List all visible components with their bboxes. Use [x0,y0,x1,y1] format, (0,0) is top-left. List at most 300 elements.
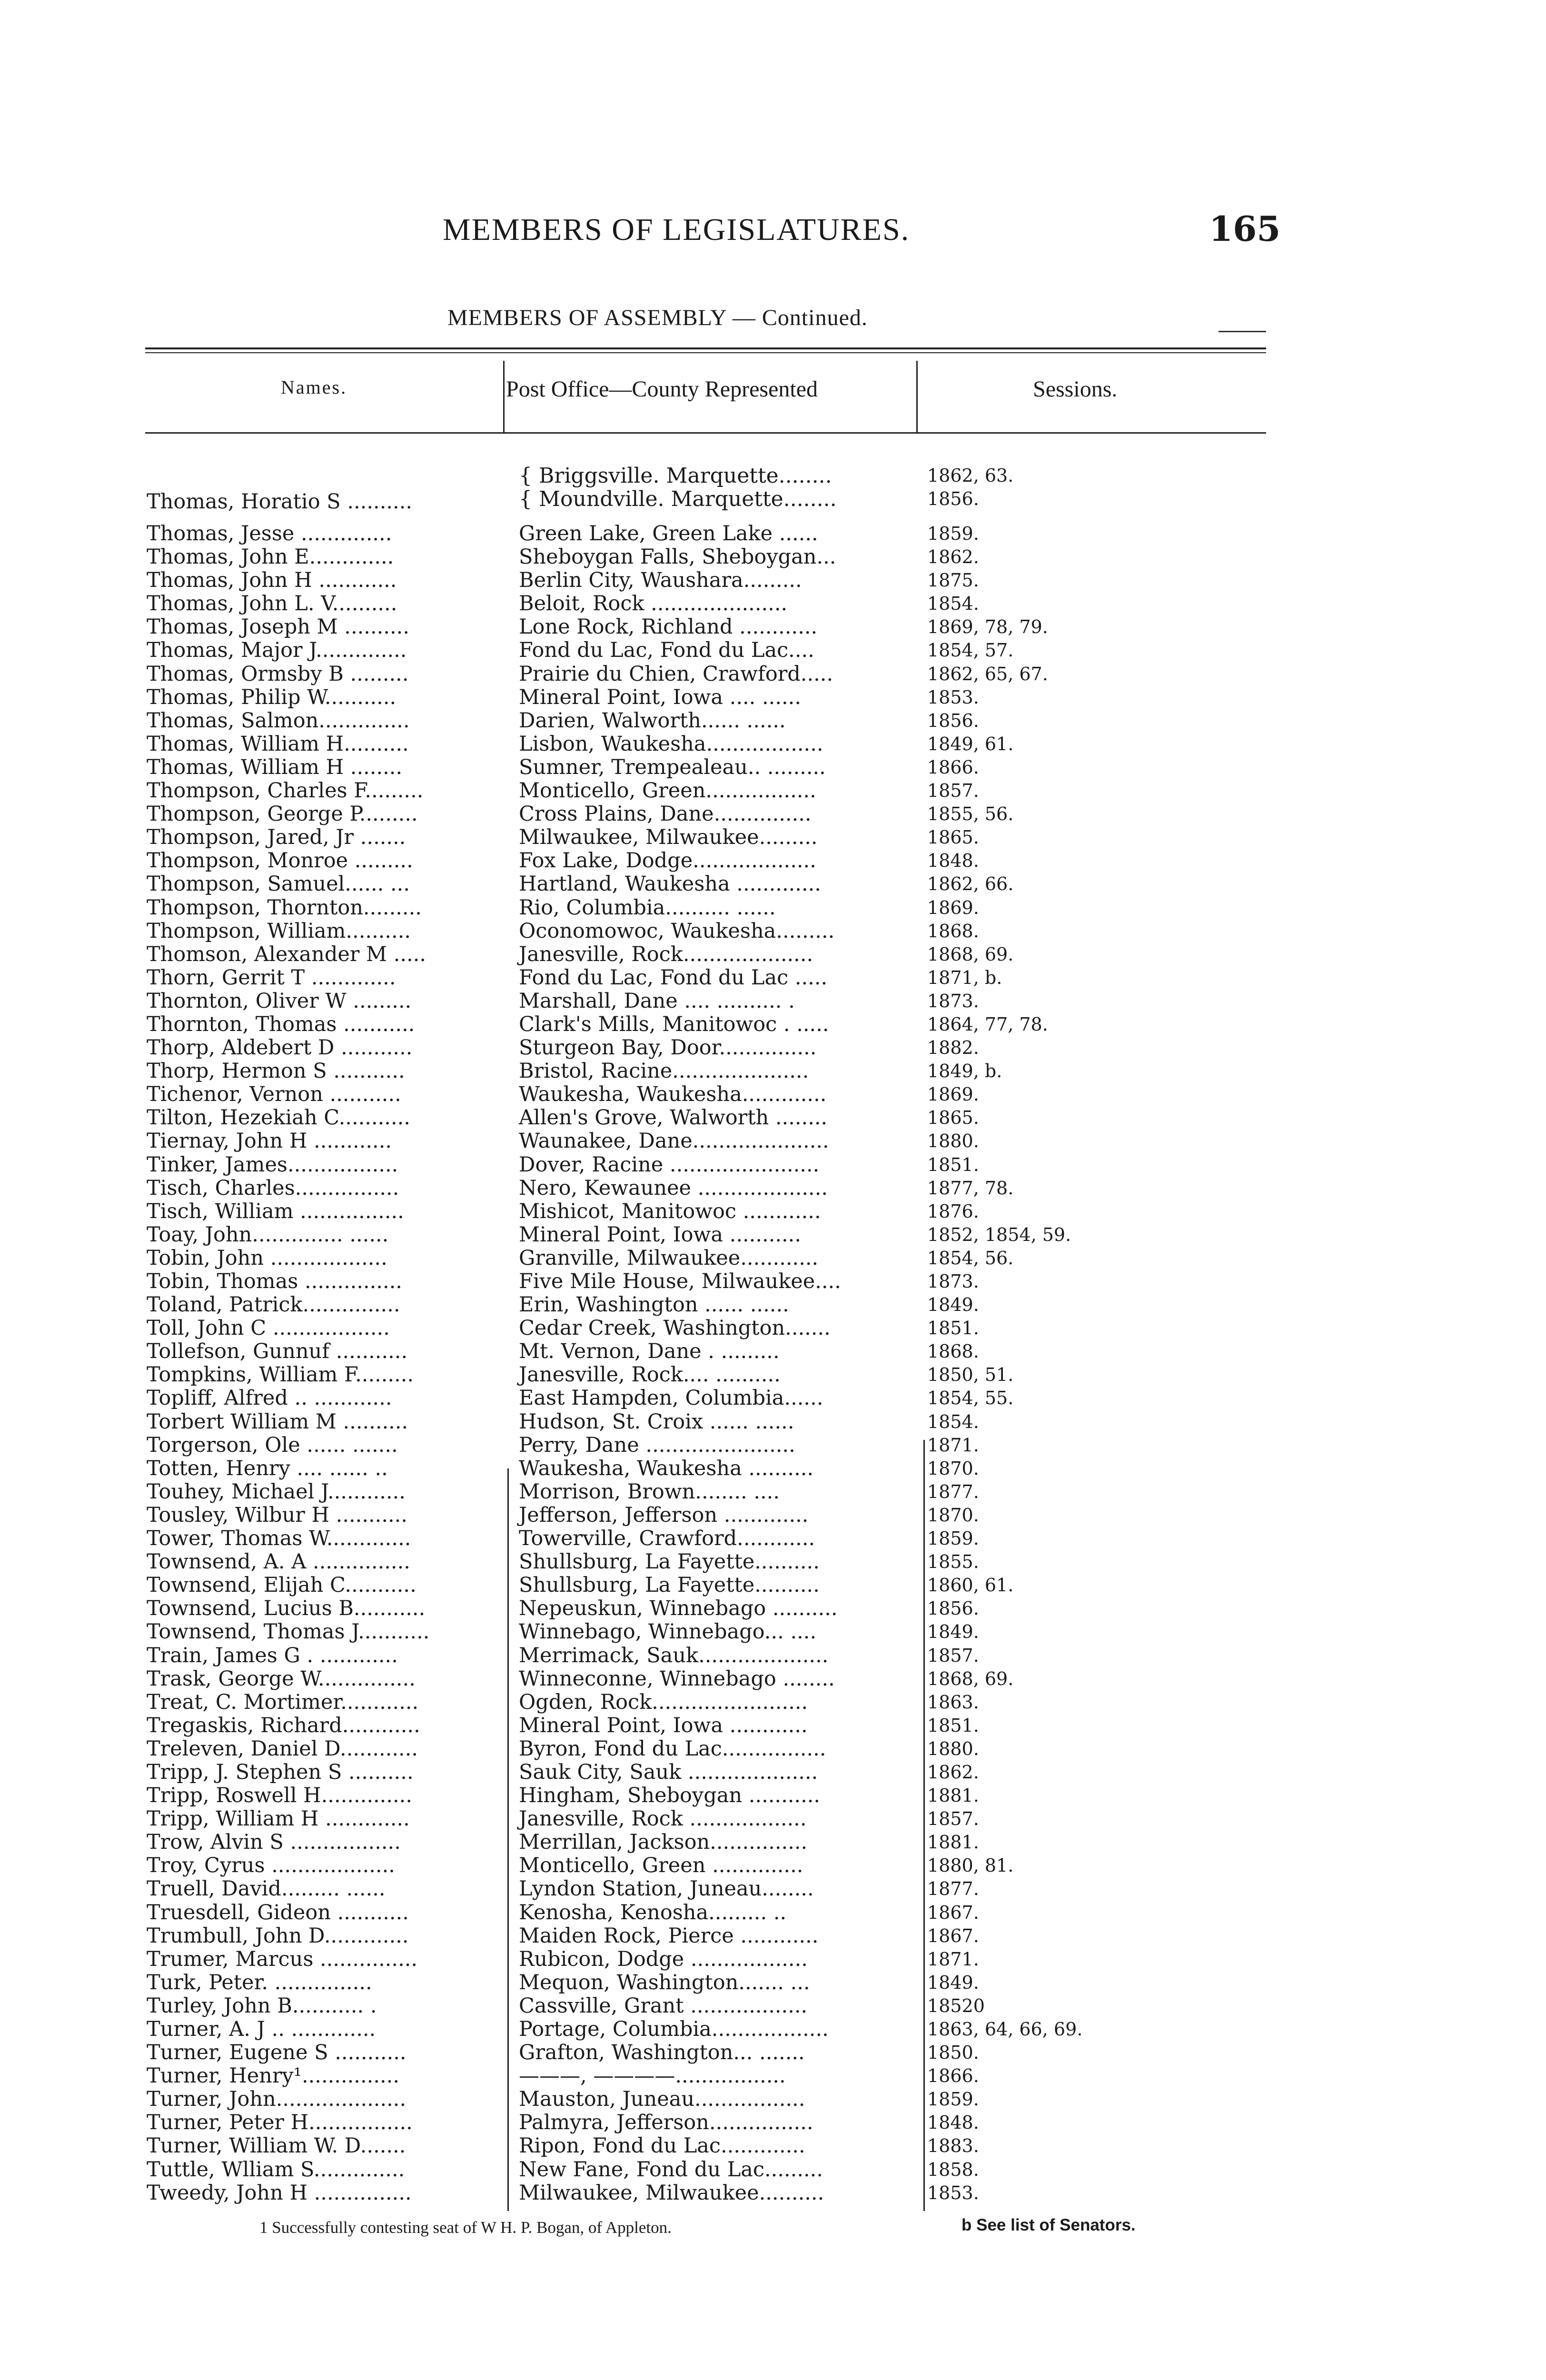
member-name: Turk, Peter. ............... [147,1970,372,1994]
member-post-office: Sauk City, Sauk .................... [519,1760,818,1784]
table-row [0,1854,1546,1877]
member-sessions: 1868. [927,920,979,942]
table-row [0,1691,1546,1714]
member-name: Thompson, William.......... [147,919,411,943]
member-sessions: 1863, 64, 66, 69. [927,2019,1083,2040]
member-sessions: 1849, b. [927,1061,1002,1082]
member-post-office: Rio, Columbia.......... ...... [519,895,776,920]
member-sessions: 1871. [927,1948,979,1970]
member-name: Tousley, Wilbur H ........... [147,1503,408,1527]
member-sessions: 1880, 81. [927,1855,1014,1876]
member-post-office: Maiden Rock, Pierce ............ [519,1924,819,1948]
member-name: Thomas, Salmon.............. [147,708,410,733]
member-name: Tuttle, Wlliam S.............. [147,2157,405,2182]
table-row [0,1200,1546,1223]
member-post-office: Hartland, Waukesha ............. [519,872,821,896]
member-post-office: Dover, Racine ....................... [519,1152,820,1177]
section-subtitle: MEMBERS OF ASSEMBLY — Continued. [447,305,868,330]
table-row [0,1831,1546,1854]
member-sessions: 1882. [927,1037,979,1059]
member-post-office: Darien, Walworth...... ...... [519,708,786,733]
table-row [0,873,1546,896]
member-name: Thorp, Hermon S ........... [147,1059,405,1083]
member-post-office: Beloit, Rock ..................... [519,592,788,616]
first-entry-sessions-1: 1862, 63. [927,465,1014,486]
member-sessions: 1855, 56. [927,803,1014,825]
table-row [0,1971,1546,1994]
member-sessions: 1859. [927,2089,979,2110]
table-row [0,1223,1546,1247]
member-sessions: 1877, 78. [927,1177,1014,1199]
member-sessions: 1853. [927,2182,979,2203]
table-row [0,1644,1546,1667]
table-row [0,1550,1546,1574]
member-name: Thomas, Ormsby B ......... [147,662,409,686]
first-entry-name: Thomas, Horatio S .......... [147,490,413,514]
member-sessions: 1853. [927,686,979,708]
member-name: Truesdell, Gideon ........... [147,1900,409,1924]
table-row [0,1597,1546,1620]
member-sessions: 1862, 65, 67. [927,663,1048,684]
member-name: Trask, George W............... [147,1666,416,1691]
member-post-office: Kenosha, Kenosha......... .. [519,1900,787,1924]
table-row [0,1737,1546,1761]
table-row [0,1177,1546,1200]
member-name: Turner, Henry¹............... [147,2064,399,2088]
member-post-office: Lone Rock, Richland ............ [519,615,818,639]
member-post-office: Fond du Lac, Fond du Lac ..... [519,965,828,990]
member-post-office: Waukesha, Waukesha .......... [519,1456,814,1480]
column-header-post-office: Post Office—County Represented [506,377,818,402]
member-sessions: 1869. [927,1084,979,1105]
member-name: Troy, Cyrus ................... [147,1854,395,1878]
member-sessions: 1875. [927,570,979,591]
table-row [0,1434,1546,1457]
member-sessions: 1859. [927,523,979,544]
member-sessions: 1856. [927,710,979,731]
member-name: Thomas, Philip W........... [147,685,396,709]
member-name: Thorn, Gerrit T ............. [147,965,396,990]
member-name: Turner, William W. D....... [147,2134,406,2158]
member-post-office: Waunakee, Dane..................... [519,1129,829,1153]
member-sessions: 1880. [927,1130,979,1152]
member-sessions: 1862, 66. [927,873,1014,895]
member-name: Tichenor, Vernon ........... [147,1082,401,1107]
member-post-office: Prairie du Chien, Crawford..... [519,662,833,686]
member-sessions: 1857. [927,1645,979,1666]
table-row [0,2064,1546,2088]
column-header-names: Names. [281,377,347,398]
member-name: Trumbull, John D............. [147,1924,409,1948]
member-name: Tower, Thomas W............. [147,1527,411,1551]
member-post-office: Cross Plains, Dane............... [519,802,812,826]
member-post-office: Byron, Fond du Lac................ [519,1736,826,1761]
member-sessions: 1849. [927,1621,979,1643]
member-sessions: 1865. [927,827,979,848]
member-name: Townsend, A. A ............... [147,1550,410,1574]
member-post-office: Erin, Washington ...... ...... [519,1293,789,1317]
table-row [0,1083,1546,1106]
member-post-office: Winneconne, Winnebago ........ [519,1666,835,1691]
member-sessions: 1877. [927,1878,979,1900]
member-sessions: 1862. [927,546,979,568]
member-name: Turner, Eugene S ........... [147,2041,406,2065]
member-post-office: Sturgeon Bay, Door............... [519,1036,817,1060]
table-row [0,709,1546,733]
member-name: Trumer, Marcus ............... [147,1947,418,1971]
table-row [0,1387,1546,1410]
member-post-office: Milwaukee, Milwaukee.......... [519,2181,824,2205]
table-top-rule [145,347,1266,353]
member-sessions: 1867. [927,1902,979,1923]
table-row [0,896,1546,920]
member-name: Trow, Alvin S ................. [147,1830,401,1854]
member-name: Tripp, Roswell H.............. [147,1784,412,1808]
member-post-office: Winnebago, Winnebago... .... [519,1620,817,1644]
member-name: Thompson, Samuel...... ... [147,872,410,896]
table-row [0,920,1546,943]
member-name: Turner, A. J .. ............. [147,2017,376,2041]
member-name: Tobin, Thomas ............... [147,1269,402,1293]
member-post-office: Merrimack, Sauk.................... [519,1643,829,1667]
member-sessions: 1876. [927,1200,979,1222]
table-row [0,1130,1546,1153]
table-row [0,1807,1546,1831]
table-row [0,1504,1546,1527]
member-post-office: Lyndon Station, Juneau........ [519,1877,814,1901]
table-row [0,592,1546,615]
member-name: Thornton, Thomas ........... [147,1012,415,1036]
member-sessions: 1880. [927,1738,979,1759]
member-name: Thornton, Oliver W ......... [147,989,412,1013]
table-row [0,1620,1546,1644]
table-row [0,1901,1546,1924]
member-sessions: 1871. [927,1434,979,1456]
footnote-contested-seat: 1 Successfully contesting seat of W H. P. Bogan, of Appleton. [259,2218,672,2237]
member-sessions: 1848. [927,850,979,872]
member-post-office: Mt. Vernon, Dane . ......... [519,1339,780,1364]
table-row [0,2158,1546,2182]
table-row [0,1247,1546,1270]
table-row [0,756,1546,779]
member-post-office: Oconomowoc, Waukesha......... [519,919,835,943]
member-sessions: 1855. [927,1551,979,1573]
member-name: Tisch, William ................ [147,1199,404,1223]
table-row [0,1457,1546,1480]
member-sessions: 1851. [927,1715,979,1736]
member-sessions: 1871, b. [927,967,1002,988]
member-post-office: Towerville, Crawford............ [519,1527,815,1551]
member-post-office: Cedar Creek, Washington....... [519,1316,831,1340]
table-row [0,1877,1546,1901]
member-name: Train, James G . ............ [147,1643,398,1667]
member-sessions: 1854, 55. [927,1388,1014,1409]
member-name: Torbert William M .......... [147,1409,408,1434]
member-sessions: 1873. [927,990,979,1012]
table-row [0,2041,1546,2064]
member-sessions: 1881. [927,1785,979,1806]
column-divider-2 [916,361,918,432]
member-name: Topliff, Alfred .. ............ [147,1386,392,1410]
table-row [0,2018,1546,2041]
member-post-office: Mineral Point, Iowa ............ [519,1713,808,1737]
member-sessions: 1850. [927,2042,979,2063]
member-name: Tripp, William H ............. [147,1807,410,1831]
member-post-office: Green Lake, Green Lake ...... [519,522,818,545]
member-name: Treat, C. Mortimer............ [147,1690,419,1714]
member-name: Tripp, J. Stephen S .......... [147,1760,414,1784]
member-name: Thompson, George P......... [147,802,418,826]
member-post-office: Granville, Milwaukee............ [519,1246,819,1270]
member-post-office: Sumner, Trempealeau.. ......... [519,755,826,779]
member-sessions: 1854. [927,1411,979,1432]
member-name: Tilton, Hezekiah C........... [147,1106,410,1130]
table-row [0,826,1546,849]
member-name: Thorp, Aldebert D ........... [147,1036,413,1060]
table-row [0,990,1546,1013]
member-post-office: Fond du Lac, Fond du Lac.... [519,638,814,663]
table-row [0,733,1546,756]
table-row [0,1410,1546,1434]
member-sessions: 1866. [927,756,979,778]
column-header-sessions: Sessions. [1033,377,1118,402]
member-name: Totten, Henry .... ...... .. [147,1456,388,1480]
table-row [0,1994,1546,2018]
member-name: Treleven, Daniel D............ [147,1736,418,1761]
member-post-office: Jefferson, Jefferson ............. [519,1503,809,1527]
member-name: Thompson, Thornton......... [147,895,422,920]
table-row [0,1317,1546,1340]
member-sessions: 1868. [927,1341,979,1362]
table-row [0,2134,1546,2158]
member-sessions: 1883. [927,2135,979,2157]
column-divider-1 [503,361,505,432]
member-name: Tompkins, William F......... [147,1363,414,1387]
member-post-office: Portage, Columbia.................. [519,2017,829,2041]
member-name: Toland, Patrick............... [147,1293,400,1317]
table-row [0,1574,1546,1597]
member-post-office: Allen's Grove, Walworth ........ [519,1106,828,1130]
table-row [0,1363,1546,1387]
member-name: Toll, John C .................. [147,1316,390,1340]
table-row [0,1480,1546,1504]
member-post-office: Merrillan, Jackson............... [519,1830,808,1854]
table-row [0,943,1546,966]
member-name: Tisch, Charles................ [147,1176,399,1200]
table-row [0,522,1546,545]
table-row [0,1784,1546,1807]
table-row [0,1527,1546,1550]
first-entry-sessions-2: 1856. [927,488,979,509]
table-row [0,2182,1546,2205]
member-post-office: Sheboygan Falls, Sheboygan... [519,545,836,569]
member-post-office: Mishicot, Manitowoc ............ [519,1199,821,1223]
members-table-body [0,522,1546,2205]
member-post-office: Clark's Mills, Manitowoc . ..... [519,1012,829,1036]
member-name: Thompson, Monroe ......... [147,849,413,873]
member-name: Thomas, William H ........ [147,755,403,779]
member-post-office: Mauston, Juneau................. [519,2087,805,2112]
member-sessions: 1877. [927,1481,979,1502]
member-post-office: Five Mile House, Milwaukee.... [519,1269,841,1293]
table-row [0,615,1546,639]
member-name: Tobin, John .................. [147,1246,387,1270]
member-sessions: 1850, 51. [927,1364,1014,1386]
member-post-office: Monticello, Green .............. [519,1854,803,1878]
member-name: Thomas, John L. V.......... [147,592,397,616]
member-post-office: Berlin City, Waushara......... [519,568,802,593]
member-post-office: Hudson, St. Croix ...... ...... [519,1409,794,1434]
member-name: Townsend, Elijah C........... [147,1573,416,1597]
edge-dash [1219,331,1266,332]
member-name: Toay, John.............. ...... [147,1222,389,1247]
member-name: Turner, John.................... [147,2087,406,2112]
member-post-office: Shullsburg, La Fayette.......... [519,1573,820,1597]
member-post-office: Marshall, Dane .... .......... . [519,989,795,1013]
table-row [0,1714,1546,1737]
member-post-office: Fox Lake, Dodge................... [519,849,816,873]
member-post-office: ———, ————................. [519,2064,786,2088]
member-sessions: 1849, 61. [927,733,1014,754]
member-post-office: Morrison, Brown........ .... [519,1479,780,1504]
member-post-office: Ripon, Fond du Lac............. [519,2134,805,2158]
member-post-office: Mineral Point, Iowa .... ...... [519,685,802,709]
member-name: Touhey, Michael J............ [147,1479,406,1504]
member-post-office: Rubicon, Dodge .................. [519,1947,808,1971]
member-sessions: 1857. [927,780,979,802]
page-number: 165 [1209,208,1281,249]
table-row [0,663,1546,686]
member-sessions: 1867. [927,1925,979,1946]
member-name: Turner, Peter H................ [147,2111,413,2135]
table-row [0,545,1546,569]
member-name: Thompson, Charles F......... [147,779,424,803]
member-sessions: 1868, 69. [927,943,1014,965]
table-row [0,1761,1546,1784]
table-row [0,1013,1546,1036]
table-row [0,2088,1546,2111]
member-post-office: Grafton, Washington... ....... [519,2041,805,2065]
member-sessions: 1848. [927,2112,979,2133]
member-sessions: 1870. [927,1458,979,1479]
member-post-office: Palmyra, Jefferson................ [519,2111,813,2135]
table-row [0,1270,1546,1293]
table-row [0,1060,1546,1083]
member-name: Thomas, John H ............ [147,568,397,593]
member-sessions: 1857. [927,1808,979,1830]
member-name: Thomas, Joseph M .......... [147,615,409,639]
table-row [0,779,1546,803]
member-post-office: Bristol, Racine..................... [519,1059,809,1083]
member-name: Thomas, Jesse .............. [147,522,392,545]
member-sessions: 1851. [927,1154,979,1175]
table-row [0,1293,1546,1317]
member-sessions: 1866. [927,2065,979,2087]
table-row [0,686,1546,709]
member-name: Thomas, John E............. [147,545,394,569]
member-sessions: 1859. [927,1528,979,1549]
member-sessions: 1858. [927,2159,979,2180]
member-sessions: 1881. [927,1832,979,1853]
table-row [0,966,1546,990]
member-sessions: 1869, 78, 79. [927,616,1048,638]
member-name: Townsend, Lucius B........... [147,1597,426,1621]
member-post-office: Mineral Point, Iowa ........... [519,1222,802,1247]
table-row [0,803,1546,826]
member-sessions: 1865. [927,1107,979,1129]
member-sessions: 1854. [927,593,979,615]
member-sessions: 1852, 1854, 59. [927,1224,1071,1245]
member-name: Thomson, Alexander M ..... [147,942,426,966]
member-post-office: Milwaukee, Milwaukee......... [519,825,818,850]
member-post-office: Janesville, Rock .................. [519,1807,807,1831]
member-sessions: 1851. [927,1318,979,1339]
member-sessions: 1873. [927,1271,979,1292]
table-row [0,569,1546,592]
table-row [0,1036,1546,1060]
member-post-office: Cassville, Grant .................. [519,1993,808,2018]
member-post-office: Shullsburg, La Fayette.......... [519,1550,820,1574]
table-row [0,1667,1546,1691]
member-name: Tinker, James................. [147,1152,398,1177]
member-sessions: 1870. [927,1504,979,1526]
table-row [0,1924,1546,1948]
header-bottom-rule [145,432,1266,434]
member-name: Tiernay, John H ............ [147,1129,392,1153]
member-sessions: 1860, 61. [927,1575,1014,1596]
table-row [0,1948,1546,1971]
member-post-office: New Fane, Fond du Lac......... [519,2157,823,2182]
member-name: Turley, John B........... . [147,1993,377,2018]
member-name: Thomas, William H.......... [147,732,409,756]
table-row [0,2111,1546,2134]
member-post-office: Hingham, Sheboygan ........... [519,1784,821,1808]
member-sessions: 1854, 57. [927,640,1014,661]
running-title: MEMBERS OF LEGISLATURES. [443,212,910,247]
table-row [0,1340,1546,1363]
member-name: Tollefson, Gunnuf ........... [147,1339,408,1364]
member-sessions: 1868, 69. [927,1668,1014,1689]
member-name: Truell, David......... ...... [147,1877,386,1901]
member-name: Thompson, Jared, Jr ....... [147,825,406,850]
table-row [0,849,1546,873]
member-name: Tregaskis, Richard............ [147,1713,420,1737]
member-sessions: 1854, 56. [927,1247,1014,1269]
member-sessions: 1849. [927,1294,979,1316]
member-post-office: Janesville, Rock.................... [519,942,813,966]
member-post-office: Nero, Kewaunee .................... [519,1176,828,1200]
member-post-office: Janesville, Rock.... .......... [519,1363,781,1387]
footnote-senators: b See list of Senators. [961,2216,1136,2234]
first-entry-post-office-1: { Briggsville. Marquette........ [519,464,832,488]
member-name: Townsend, Thomas J........... [147,1620,430,1644]
member-sessions: 1856. [927,1598,979,1619]
member-post-office: Waukesha, Waukesha............. [519,1082,827,1107]
member-name: Tweedy, John H ............... [147,2181,412,2205]
member-post-office: Ogden, Rock........................ [519,1690,808,1714]
member-sessions: 1863. [927,1691,979,1713]
member-post-office: Perry, Dane ....................... [519,1433,795,1457]
table-row [0,1106,1546,1130]
member-post-office: Monticello, Green................. [519,779,816,803]
member-sessions: 1864, 77, 78. [927,1013,1048,1035]
member-sessions: 1849. [927,1972,979,1993]
member-post-office: East Hampden, Columbia...... [519,1386,823,1410]
member-name: Torgerson, Ole ...... ....... [147,1433,398,1457]
member-post-office: Lisbon, Waukesha.................. [519,732,823,756]
member-sessions: 18520 [927,1995,985,2016]
member-sessions: 1862. [927,1761,979,1783]
